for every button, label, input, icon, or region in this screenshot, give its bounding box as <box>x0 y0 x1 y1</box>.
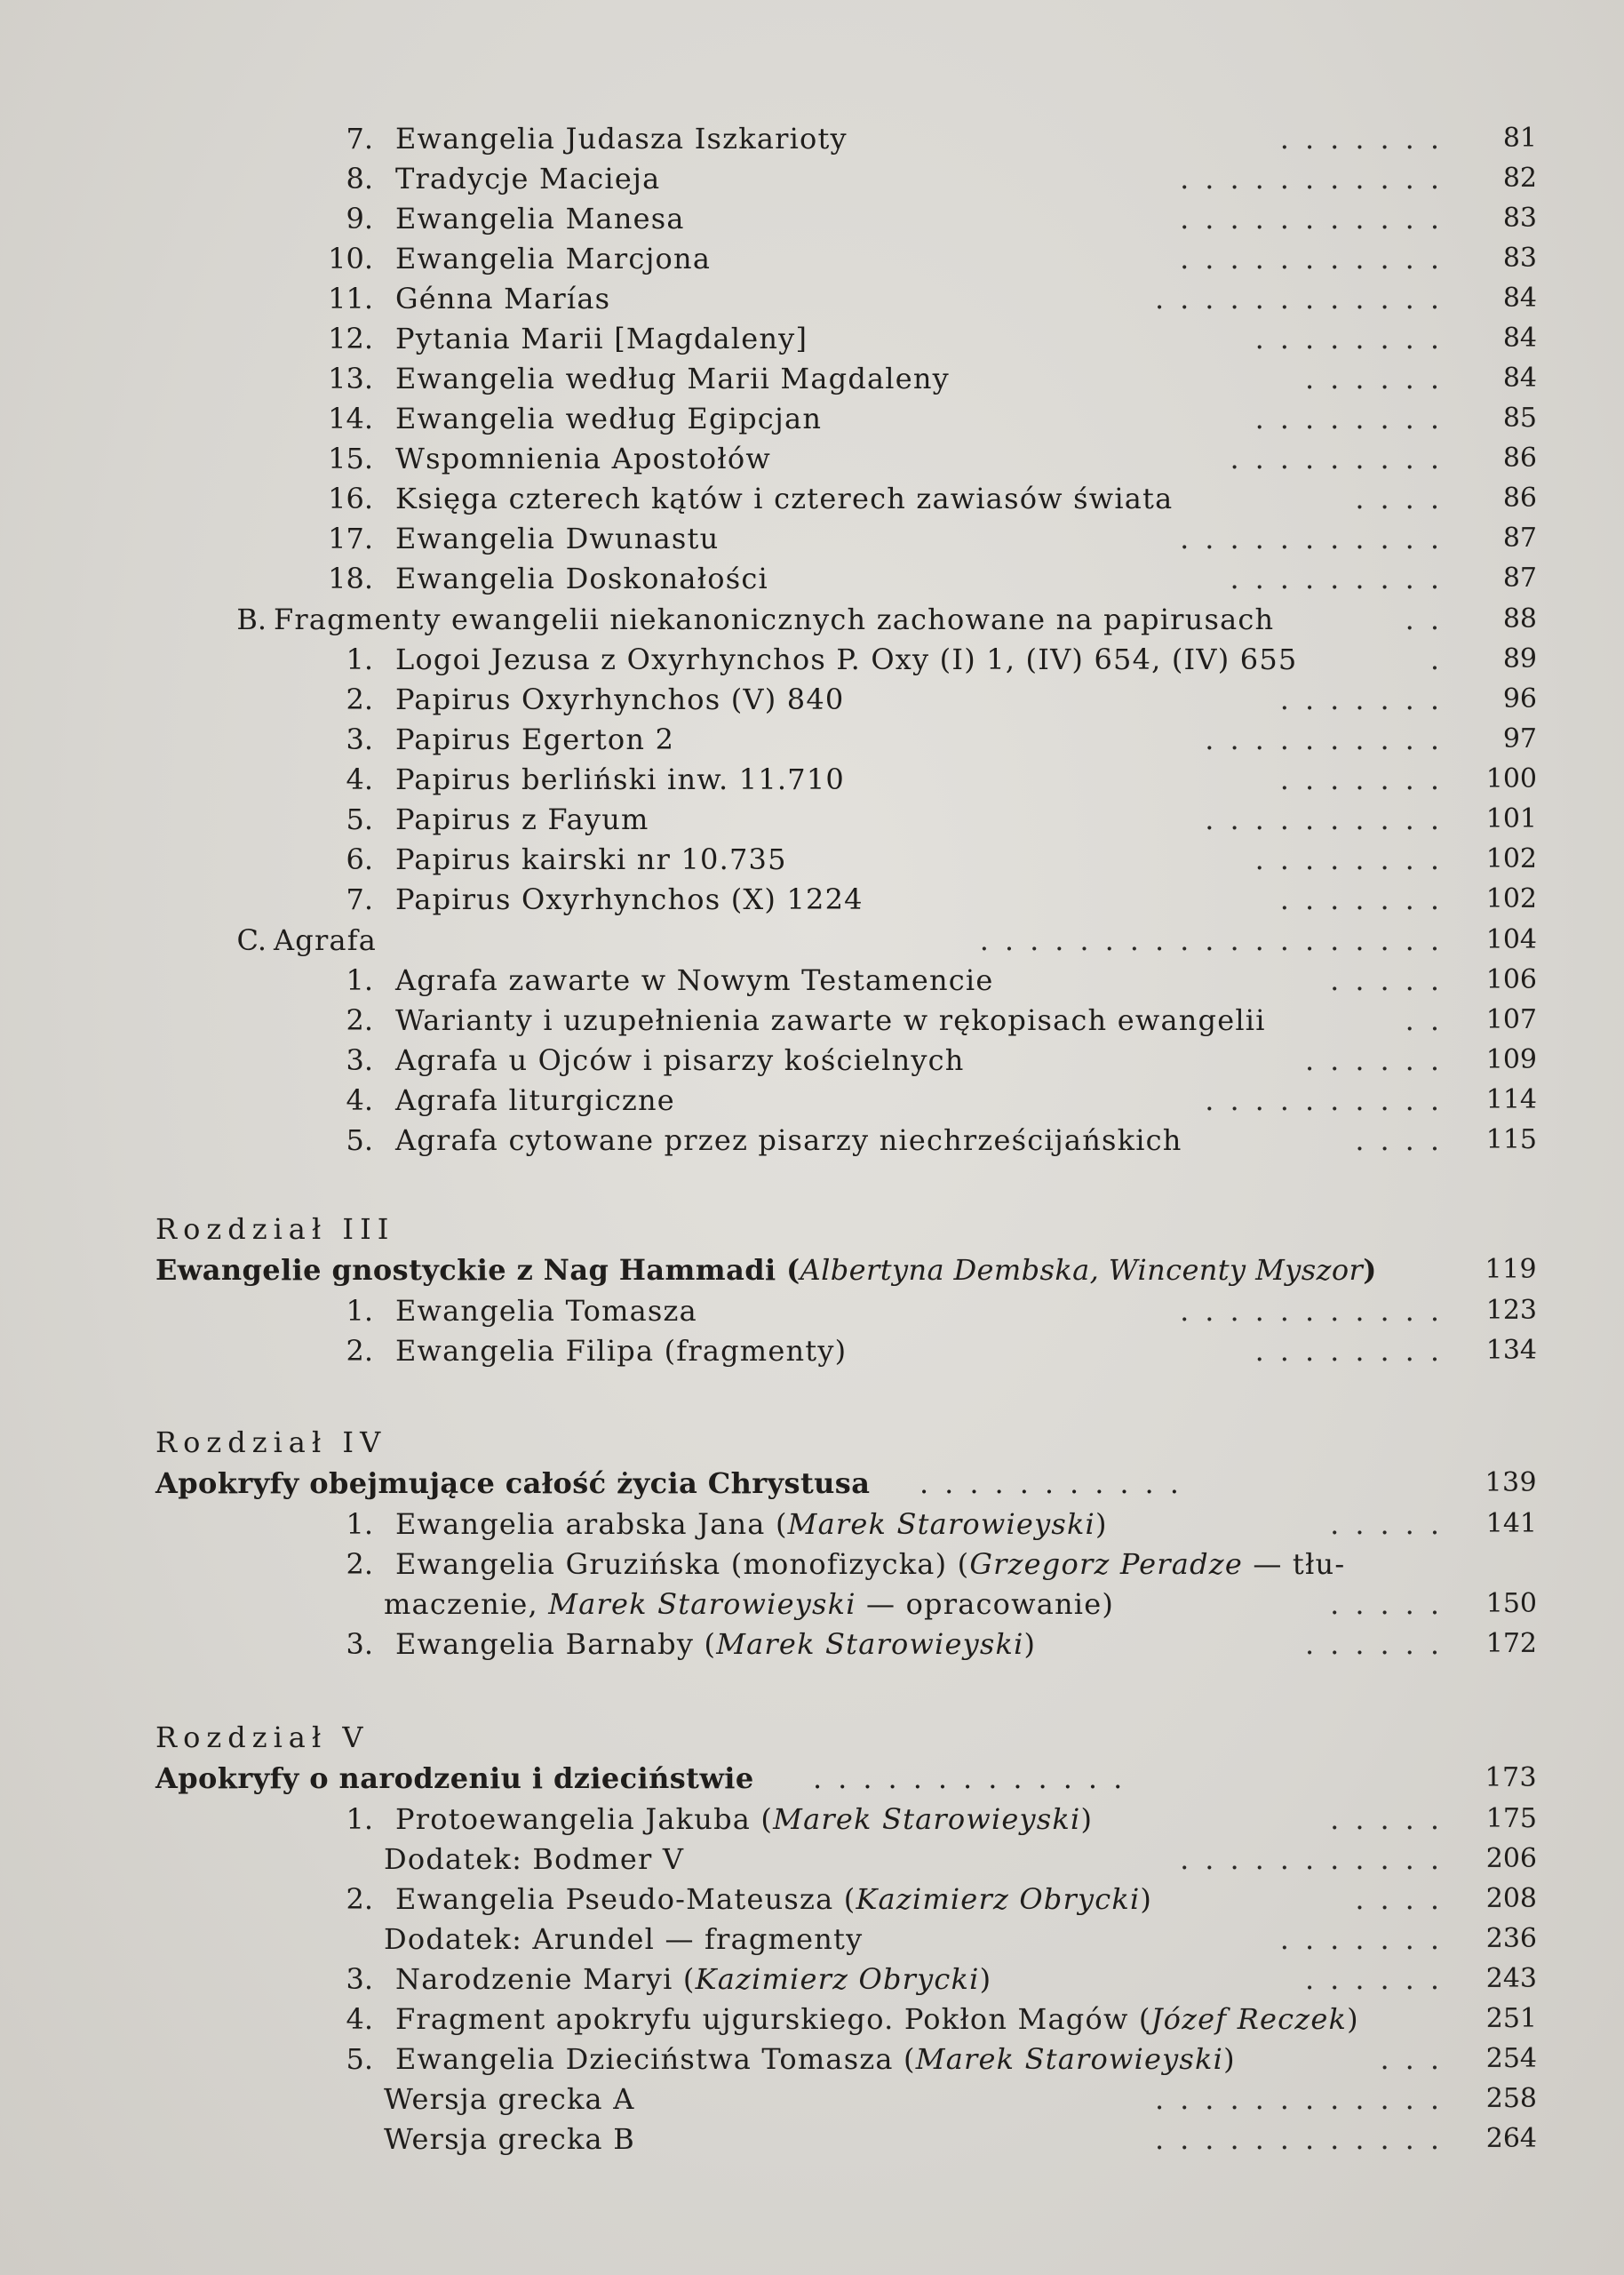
entry-number: 18. <box>328 562 373 595</box>
entry-page: 123 <box>1485 1295 1537 1326</box>
entry-title: Wersja grecka B <box>384 2122 635 2156</box>
toc-entry <box>0 478 1624 519</box>
leader-dots: ........... <box>1180 522 1455 555</box>
leader-dots: ........... <box>1180 242 1455 275</box>
leader-dots: .......... <box>1205 802 1455 836</box>
leader-dots: ...... <box>1304 1627 1455 1661</box>
entry-page: 84 <box>1502 283 1537 314</box>
entry-title: Agrafa zawarte w Nowym Testamencie <box>395 963 994 997</box>
entry-number: 3. <box>346 1043 373 1077</box>
leader-dots: .... <box>1355 482 1455 515</box>
toc-entry <box>0 759 1624 800</box>
entry-page: 134 <box>1485 1335 1537 1366</box>
entry-title-text: maczenie, <box>384 1587 538 1621</box>
entry-number: 3. <box>346 1627 373 1661</box>
toc-entry <box>0 1000 1624 1041</box>
chapter-title <box>155 1758 1537 1799</box>
entry-title: Dodatek: Arundel — fragmenty <box>384 1922 864 1956</box>
toc-entry <box>0 2079 1624 2119</box>
chapter-heading: Rozdział V <box>155 1720 370 1754</box>
toc-entry <box>0 278 1624 319</box>
entry-page: 85 <box>1502 403 1537 434</box>
entry-title: Ewangelia Marcjona <box>395 242 712 275</box>
entry-title: Papirus z Fayum <box>395 802 649 836</box>
entry-number: 16. <box>328 482 373 515</box>
entry-number: 12. <box>328 322 373 355</box>
toc-entry <box>0 839 1624 880</box>
entry-page: 115 <box>1485 1124 1537 1155</box>
entry-title: Papirus Oxyrhynchos (V) 840 <box>395 682 845 716</box>
entry-page: 236 <box>1485 1923 1537 1954</box>
chapter-title-text: Apokryfy obejmujące całość życia Chrystusa <box>155 1466 871 1500</box>
toc-entry <box>0 1999 1624 2040</box>
entry-author: Kazimierz Obrycki <box>695 1962 980 1996</box>
section-page: 88 <box>1502 603 1537 635</box>
section-page: 104 <box>1485 924 1537 955</box>
entry-page: 141 <box>1485 1508 1537 1539</box>
toc-entry <box>0 1879 1624 1920</box>
entry-number: 1. <box>346 1507 373 1541</box>
entry-number: 7. <box>346 882 373 916</box>
leader-dots: ...... <box>1304 362 1455 395</box>
entry-title-tail: — tłu- <box>1253 1547 1346 1581</box>
section-title: Fragmenty ewangelii niekanonicznych zachowane na papirusach <box>274 603 1275 636</box>
toc-entry <box>0 1919 1624 1960</box>
entry-number: 5. <box>346 802 373 836</box>
entry-page: 96 <box>1502 683 1537 714</box>
entry-title: Ewangelia według Egipcjan <box>395 402 823 435</box>
entry-page: 114 <box>1485 1084 1537 1115</box>
toc-entry <box>0 398 1624 439</box>
entry-title-text: Protoewangelia Jakuba <box>395 1802 752 1836</box>
entry-page: 106 <box>1485 964 1537 995</box>
toc-entry <box>0 1799 1624 1840</box>
entry-title: Ewangelia Pseudo-Mateusza (Kazimierz Obrycki) <box>395 1882 1153 1916</box>
entry-title: Warianty i uzupełnienia zawarte w rękopisach ewangelii <box>395 1003 1266 1037</box>
chapter-title-text: Apokryfy o narodzeniu i dzieciństwie <box>155 1761 754 1795</box>
entry-number: 3. <box>346 722 373 756</box>
leader-dots: ............ <box>1154 2082 1455 2116</box>
entry-title: Wersja grecka A <box>384 2082 635 2116</box>
leader-dots: ........... <box>919 1466 1195 1500</box>
leader-dots: ......... <box>1230 562 1455 595</box>
entry-title: Tradycje Macieja <box>395 162 661 196</box>
entry-number: 1. <box>346 1294 373 1328</box>
entry-title: Wspomnienia Apostołów <box>395 442 771 475</box>
entry-page: 97 <box>1502 723 1537 754</box>
entry-author: Józef Reczek <box>1150 2002 1348 2036</box>
toc-entry <box>0 198 1624 239</box>
leader-dots: .......... <box>1205 1083 1455 1117</box>
entry-author: Marek Starowieyski <box>716 1627 1024 1661</box>
entry-title-text: Ewangelia Gruzińska (monofizycka) <box>395 1547 948 1581</box>
entry-number: 2. <box>346 1882 373 1916</box>
entry-page: 83 <box>1502 243 1537 274</box>
entry-number: 3. <box>346 1962 373 1996</box>
entry-title-text: Narodzenie Maryi <box>395 1962 673 1996</box>
entry-number: 10. <box>328 242 373 275</box>
entry-page: 175 <box>1485 1803 1537 1834</box>
entry-number: 15. <box>328 442 373 475</box>
chapter-title-text: Ewangelie gnostyckie z Nag Hammadi <box>155 1253 776 1287</box>
entry-number: 8. <box>346 162 373 196</box>
toc-entry <box>0 1290 1624 1331</box>
toc-entry <box>0 518 1624 559</box>
entry-author: Marek Starowieyski <box>773 1802 1081 1836</box>
entry-number: 4. <box>346 2002 373 2036</box>
chapter-page: 139 <box>1485 1467 1537 1498</box>
entry-number: 5. <box>346 2042 373 2076</box>
toc-entry <box>0 1839 1624 1880</box>
entry-title: Ewangelia arabska Jana (Marek Starowieyski) <box>395 1507 1108 1541</box>
entry-author: Grzegorz Peradze <box>969 1547 1243 1581</box>
toc-entry <box>0 2039 1624 2079</box>
entry-number: 9. <box>346 202 373 235</box>
entry-number: 17. <box>328 522 373 555</box>
entry-number: 11. <box>328 282 373 315</box>
entry-page: 102 <box>1485 843 1537 874</box>
leader-dots: ........... <box>1180 1294 1455 1328</box>
entry-page: 107 <box>1485 1004 1537 1035</box>
leader-dots: ............ <box>1154 2122 1455 2156</box>
entry-number: 2. <box>346 1547 373 1581</box>
entry-title: Papirus kairski nr 10.735 <box>395 842 787 876</box>
entry-number: 13. <box>328 362 373 395</box>
toc-entry <box>0 238 1624 279</box>
entry-page: 84 <box>1502 363 1537 394</box>
toc-entry <box>0 679 1624 720</box>
entry-title: Ewangelia Tomasza <box>395 1294 697 1328</box>
section-letter: C. <box>236 923 267 957</box>
entry-title: Papirus berliński inw. 11.710 <box>395 762 845 796</box>
entry-title: Ewangelia według Marii Magdaleny <box>395 362 950 395</box>
leader-dots: .... <box>1355 1882 1455 1916</box>
entry-title: Narodzenie Maryi (Kazimierz Obrycki) <box>395 1962 992 1996</box>
entry-page: 84 <box>1502 323 1537 354</box>
entry-title: Génna Marías <box>395 282 611 315</box>
entry-title: Ewangelia Gruzińska (monofizycka) (Grzegorz Peradze — tłu- <box>395 1547 1346 1581</box>
entry-title: Ewangelia Doskonałości <box>395 562 768 595</box>
entry-page: 102 <box>1485 883 1537 914</box>
entry-number: 4. <box>346 1083 373 1117</box>
entry-title: Ewangelia Judasza Iszkarioty <box>395 122 848 156</box>
toc-entry <box>0 1120 1624 1161</box>
entry-title: Ewangelia Dzieciństwa Tomasza (Marek Starowieyski) <box>395 2042 1236 2076</box>
leader-dots: ........... <box>1180 162 1455 196</box>
entry-page: 109 <box>1485 1044 1537 1075</box>
section-letter: B. <box>236 603 267 636</box>
leader-dots: ............. <box>813 1761 1139 1795</box>
toc-entry <box>0 158 1624 199</box>
entry-page: 89 <box>1502 643 1537 675</box>
leader-dots: ... <box>1380 2042 1455 2076</box>
entry-title: Logoi Jezusa z Oxyrhynchos P. Oxy (I) 1, (IV) 654, (IV) 655 <box>395 643 1298 676</box>
entry-title: Papirus Oxyrhynchos (X) 1224 <box>395 882 864 916</box>
leader-dots: ....... <box>1279 122 1455 156</box>
leader-dots: ........ <box>1254 402 1455 435</box>
toc-entry <box>0 118 1624 159</box>
entry-title: Ewangelia Barnaby (Marek Starowieyski) <box>395 1627 1037 1661</box>
leader-dots: ............ <box>1154 282 1455 315</box>
entry-number: 2. <box>346 682 373 716</box>
leader-dots: ....... <box>1279 682 1455 716</box>
toc-entry <box>0 1959 1624 2000</box>
entry-title: Pytania Marii [Magdaleny] <box>395 322 808 355</box>
leader-dots: ........ <box>1254 842 1455 876</box>
entry-title-text: Ewangelia Barnaby <box>395 1627 695 1661</box>
entry-number: 2. <box>346 1003 373 1037</box>
toc-entry <box>0 318 1624 359</box>
section-title: Agrafa <box>274 923 378 957</box>
entry-page: 87 <box>1502 523 1537 554</box>
entry-number: 2. <box>346 1334 373 1368</box>
leader-dots: ..... <box>1330 1587 1455 1621</box>
entry-page: 172 <box>1485 1628 1537 1659</box>
toc-entry <box>0 719 1624 760</box>
entry-title: Ewangelia Filipa (fragmenty) <box>395 1334 848 1368</box>
entry-title-text: Ewangelia Pseudo-Mateusza <box>395 1882 834 1916</box>
leader-dots: ........... <box>1180 202 1455 235</box>
entry-title-text: Fragment apokryfu ujgurskiego. Pokłon Magów <box>395 2002 1129 2036</box>
entry-page: 100 <box>1485 763 1537 794</box>
toc-entry <box>0 960 1624 1001</box>
chapter-page: 173 <box>1485 1762 1537 1793</box>
entry-title <box>384 1584 1114 1624</box>
entry-title: Agrafa cytowane przez pisarzy niechrześcijańskich <box>395 1123 1182 1157</box>
leader-dots: .......... <box>1205 722 1455 756</box>
toc-entry <box>0 1040 1624 1081</box>
leader-dots: .... <box>1355 1123 1455 1157</box>
entry-title-text: Ewangelia Dzieciństwa Tomasza <box>395 2042 894 2076</box>
entry-page: 82 <box>1502 163 1537 194</box>
leader-dots: ...... <box>1304 1043 1455 1077</box>
leader-dots: ........... <box>1180 1842 1455 1876</box>
toc-entry <box>0 2119 1624 2159</box>
leader-dots: ........ <box>1254 322 1455 355</box>
entry-author: Kazimierz Obrycki <box>856 1882 1141 1916</box>
leader-dots: ...... <box>1304 1962 1455 1996</box>
entry-number: 5. <box>346 1123 373 1157</box>
entry-page: 83 <box>1502 203 1537 234</box>
toc-entry <box>0 879 1624 920</box>
entry-number: 6. <box>346 842 373 876</box>
entry-title: Ewangelia Dwunastu <box>395 522 720 555</box>
leader-dots: ....... <box>1279 1922 1455 1956</box>
leader-dots: ..... <box>1330 963 1455 997</box>
toc-entry <box>0 1330 1624 1371</box>
toc-entry <box>0 799 1624 840</box>
leader-dots: .. <box>1405 1003 1455 1037</box>
entry-page: 254 <box>1485 2043 1537 2074</box>
toc-entry <box>0 1544 1624 1585</box>
leader-dots: ......... <box>1230 442 1455 475</box>
toc-entry <box>0 358 1624 399</box>
entry-title-tail: — opracowanie) <box>866 1587 1115 1621</box>
entry-title: Papirus Egerton 2 <box>395 722 675 756</box>
entry-author: Marek Starowieyski <box>787 1507 1095 1541</box>
entry-title: Dodatek: Bodmer V <box>384 1842 685 1876</box>
leader-dots: ..... <box>1330 1802 1455 1836</box>
entry-number: 1. <box>346 963 373 997</box>
toc-entry <box>0 1504 1624 1545</box>
entry-page: 264 <box>1485 2123 1537 2154</box>
toc-entry <box>0 438 1624 479</box>
chapter-title <box>155 1463 1537 1504</box>
toc-section <box>0 920 1624 961</box>
entry-number: 4. <box>346 762 373 796</box>
leader-dots: ....... <box>1279 882 1455 916</box>
entry-title: Księga czterech kątów i czterech zawiasów świata <box>395 482 1174 515</box>
entry-page: 101 <box>1485 803 1537 834</box>
entry-page: 87 <box>1502 563 1537 594</box>
entry-page: 243 <box>1485 1963 1537 1994</box>
chapter-heading: Rozdział III <box>155 1212 395 1246</box>
toc-entry <box>0 1624 1624 1664</box>
entry-title: Fragment apokryfu ujgurskiego. Pokłon Magów (Józef Reczek) <box>395 2002 1359 2036</box>
entry-title: Protoewangelia Jakuba (Marek Starowieyski) <box>395 1802 1094 1836</box>
entry-title: Agrafa u Ojców i pisarzy kościelnych <box>395 1043 965 1077</box>
leader-dots: ..... <box>1330 1507 1455 1541</box>
toc-entry-continuation <box>0 1584 1624 1624</box>
entry-page: 86 <box>1502 443 1537 474</box>
entry-title: Agrafa liturgiczne <box>395 1083 675 1117</box>
entry-page: 81 <box>1502 123 1537 154</box>
toc-entry <box>0 639 1624 680</box>
entry-author: Marek Starowieyski <box>915 2042 1224 2076</box>
leader-dots: ....... <box>1279 762 1455 796</box>
entry-title-text: Ewangelia arabska Jana <box>395 1507 766 1541</box>
entry-number: 14. <box>328 402 373 435</box>
entry-number: 1. <box>346 1802 373 1836</box>
entry-title: Ewangelia Manesa <box>395 202 685 235</box>
entry-page: 208 <box>1485 1883 1537 1914</box>
chapter-title: Ewangelie gnostyckie z Nag Hammadi (Albertyna Dembska, Wincenty Myszor) 119 <box>155 1249 1537 1290</box>
entry-number: 7. <box>346 122 373 156</box>
entry-page: 206 <box>1485 1843 1537 1874</box>
toc-entry <box>0 558 1624 599</box>
chapter-authors: Albertyna Dembska, Wincenty Myszor <box>800 1253 1364 1287</box>
entry-author: Marek Starowieyski <box>548 1587 856 1621</box>
toc-section <box>0 599 1624 640</box>
entry-page: 150 <box>1485 1588 1537 1619</box>
entry-number: 1. <box>346 643 373 676</box>
leader-dots: ................... <box>979 923 1455 957</box>
leader-dots: .. <box>1405 603 1455 636</box>
entry-page: 86 <box>1502 483 1537 514</box>
entry-page: 258 <box>1485 2083 1537 2114</box>
toc-entry <box>0 1080 1624 1121</box>
leader-dots: ........ <box>1254 1334 1455 1368</box>
entry-page: 251 <box>1485 2003 1537 2034</box>
leader-dots: . <box>1429 643 1455 676</box>
chapter-heading: Rozdział IV <box>155 1425 387 1459</box>
chapter-page: 119 <box>1485 1254 1537 1285</box>
